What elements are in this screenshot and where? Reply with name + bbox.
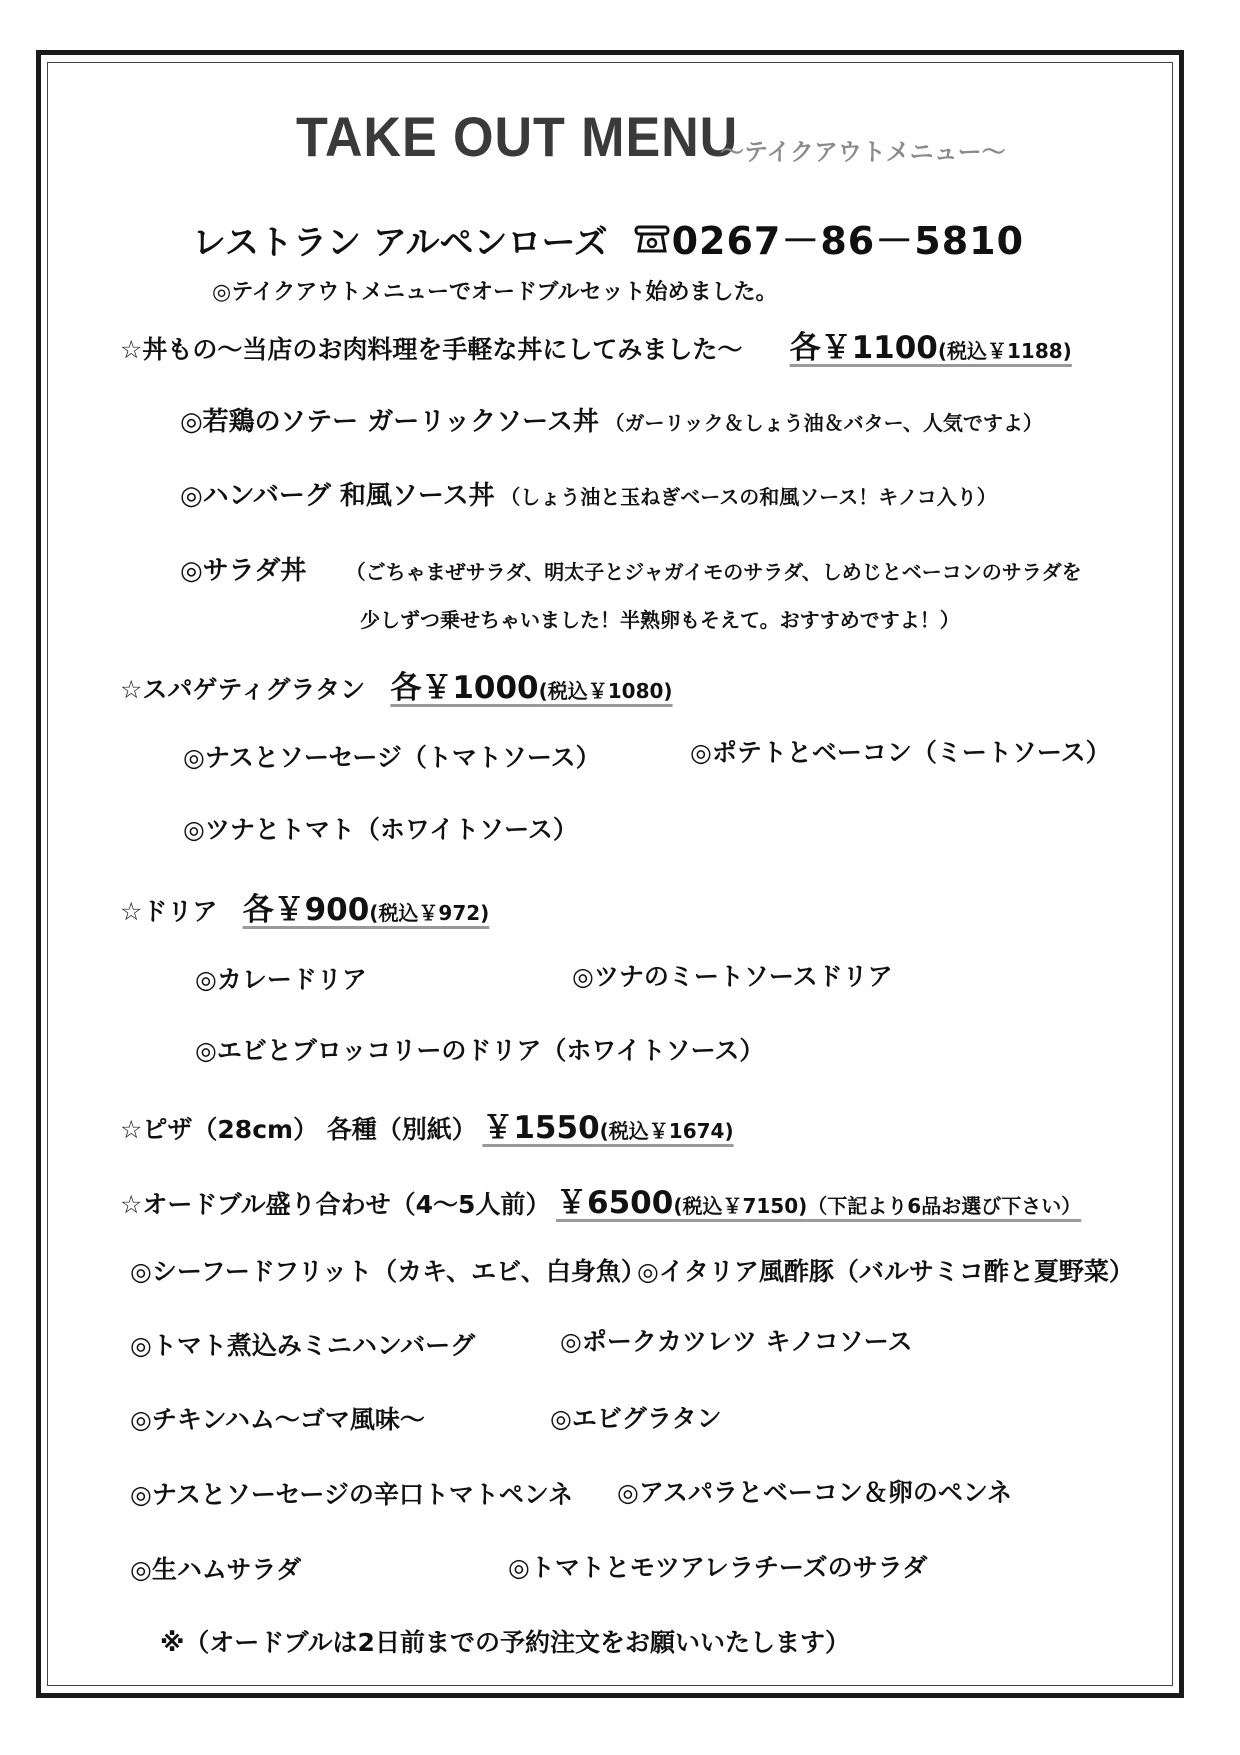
hors-heading: ☆オードブル盛り合わせ（4～5人前） [120,1190,551,1219]
donburi-item-3 [180,550,1082,587]
gratin-tax: (税込￥1080) [538,679,673,703]
hors-item-5: ◎チキンハム～ゴマ風味～ [130,1405,425,1434]
doria-heading: ☆ドリア [120,897,218,926]
pizza-heading: ☆ピザ（28cm） 各種（別紙） [120,1115,477,1144]
donburi-price-block [789,330,1072,366]
hors-heading-row [120,1177,1081,1222]
gratin-price-block [390,670,673,706]
gratin-item-1: ◎ナスとソーセージ（トマトソース） [183,743,601,772]
phone-number: 0267－86－5810 [671,219,1025,263]
pizza-price: ￥1550 [482,1110,600,1146]
restaurant-name: レストラン アルペンローズ [192,223,608,263]
doria-price-block [242,892,490,928]
phone-icon [634,223,670,263]
announcement: ◎テイクアウトメニューでオードブルセット始めました。 [212,280,778,305]
hors-item-1: ◎シーフードフリット（カキ、エビ、白身魚） [130,1257,646,1286]
donburi-item-3-note-cont: 少しずつ乗せちゃいました！半熟卵もそえて。おすすめですよ！） [360,608,960,632]
doria-item-3: ◎エビとブロッコリーのドリア（ホワイトソース） [195,1036,765,1065]
donburi-heading: ☆丼もの～当店のお肉料理を手軽な丼にしてみました～ [120,335,743,364]
doria-tax: (税込￥972) [369,901,490,925]
hors-item-6: ◎エビグラタン [550,1404,722,1433]
hors-item-2: ◎イタリア風酢豚（バルサミコ酢と夏野菜） [637,1257,1134,1286]
gratin-heading-row [120,662,673,707]
hors-item-7: ◎ナスとソーセージの辛口トマトペンネ [130,1480,574,1509]
donburi-item-2-name: ◎ハンバーグ 和風ソース丼 [180,481,495,511]
gratin-item-3: ◎ツナとトマト（ホワイトソース） [183,815,578,844]
gratin-price: 各￥1000 [390,670,539,706]
doria-item-2: ◎ツナのミートソースドリア [572,962,893,991]
donburi-item-1-note: （ガーリック＆しょう油＆バター、人気ですよ） [604,411,1043,435]
doria-item-1: ◎カレードリア [195,965,367,994]
donburi-item-2-note: （しょう油と玉ねぎベースの和風ソース！キノコ入り） [500,485,997,509]
menu-title: TAKE OUT MENU [296,105,739,168]
pizza-heading-row [120,1102,734,1147]
hors-item-4: ◎ポークカツレツ キノコソース [560,1327,913,1356]
donburi-item-3-name: ◎サラダ丼 [180,556,307,586]
hors-item-9: ◎生ハムサラダ [130,1555,302,1584]
hors-footnote: ※（オードブルは2日前までの予約注文をお願いいたします） [160,1628,850,1657]
doria-heading-row [120,884,489,929]
donburi-item-1 [180,401,1043,438]
hors-price: ￥6500 [556,1185,674,1221]
hors-tax: (税込￥7150) [673,1194,808,1218]
donburi-item-1-name: ◎若鶏のソテー ガーリックソース丼 [180,407,599,437]
hors-item-3: ◎トマト煮込みミニハンバーグ [130,1331,476,1360]
restaurant-line [192,210,1024,265]
hors-item-8: ◎アスパラとベーコン＆卵のペンネ [617,1478,1013,1507]
pizza-price-block [482,1110,734,1146]
pizza-tax: (税込￥1674) [599,1119,734,1143]
gratin-heading: ☆スパゲティグラタン [120,675,366,704]
donburi-item-3-note: （ごちゃまぜサラダ、明太子とジャガイモのサラダ、しめじとベーコンのサラダを [345,560,1082,584]
gratin-item-2: ◎ポテトとベーコン（ミートソース） [690,738,1111,767]
donburi-tax: (税込￥1188) [937,339,1072,363]
hors-item-10: ◎トマトとモツアレラチーズのサラダ [508,1553,928,1582]
hors-choose: （下記より6品お選び下さい） [807,1194,1082,1218]
donburi-price: 各￥1100 [789,330,938,366]
donburi-item-2 [180,475,997,512]
doria-price: 各￥900 [242,892,370,928]
hors-price-block [556,1185,1082,1221]
donburi-heading-row [120,322,1072,367]
menu-subtitle: ～テイクアウトメニュー～ [720,138,1006,166]
